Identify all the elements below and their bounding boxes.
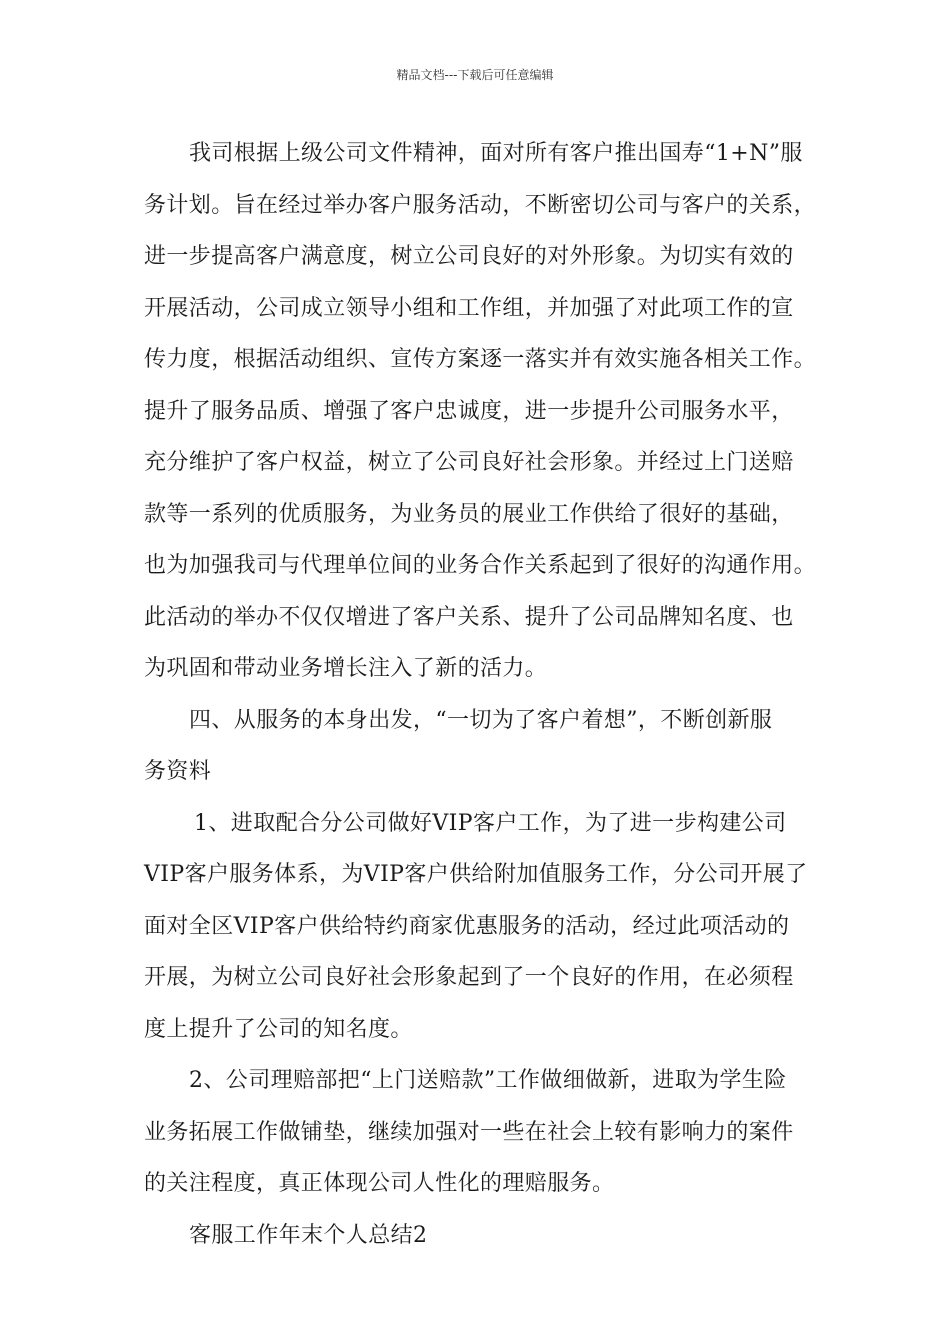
paragraph-line: 我司根据上级公司文件精神，面对所有客户推出国寿“1+N”服 [189, 141, 803, 166]
paragraph-line: 务计划。旨在经过举办客户服务活动，不断密切公司与客户的关系， [144, 192, 817, 218]
paragraph-line: 为巩固和带动业务增长注入了新的活力。 [144, 656, 548, 681]
list-item-line: 的关注程度，真正体现公司人性化的理赔服务。 [144, 1171, 615, 1196]
subtitle: 客服工作年末个人总结2 [189, 1222, 428, 1248]
paragraph-line: 开展活动，公司成立领导小组和工作组，并加强了对此项工作的宣 [144, 295, 794, 321]
list-item-line: 面对全区VIP客户供给特约商家优惠服务的活动，经过此项活动的 [144, 913, 790, 939]
document-body [144, 128, 816, 1261]
list-item-line: 1、进取配合分公司做好VIP客户工作，为了进一步构建公司 [194, 810, 787, 836]
paragraph-line: 提升了服务品质、增强了客户忠诚度，进一步提升公司服务水平， [144, 398, 794, 424]
section-heading: 四、从服务的本身出发，“一切为了客户着想”，不断创新服 [189, 707, 773, 733]
paragraph-line: 传力度，根据活动组织、宣传方案逐一落实并有效实施各相关工作。 [144, 347, 817, 372]
paragraph-line: 也为加强我司与代理单位间的业务合作关系起到了很好的沟通作用。 [144, 553, 817, 578]
section-heading-continued: 务资料 [144, 759, 212, 784]
list-item-line: 度上提升了公司的知名度。 [144, 1016, 413, 1042]
list-item-line: 开展，为树立公司良好社会形象起到了一个良好的作用，在必须程 [144, 965, 794, 990]
paragraph-line: 进一步提高客户满意度，树立公司良好的对外形象。为切实有效的 [144, 244, 794, 269]
list-item-line: 2、公司理赔部把“上门送赔款”工作做细做新，进取为学生险 [189, 1068, 787, 1093]
paragraph-line: 款等一系列的优质服务，为业务员的展业工作供给了很好的基础， [144, 501, 794, 527]
list-item-line: VIP客户服务体系，为VIP客户供给附加值服务工作，分公司开展了 [144, 862, 808, 887]
paragraph-line: 此活动的举办不仅仅增进了客户关系、提升了公司品牌知名度、也 [144, 604, 794, 630]
page-header: 精品文档---下载后可任意编辑 [396, 68, 554, 82]
paragraph-line: 充分维护了客户权益，树立了公司良好社会形象。并经过上门送赔 [144, 450, 794, 475]
list-item-line: 业务拓展工作做铺垫，继续加强对一些在社会上较有影响力的案件 [144, 1119, 794, 1145]
